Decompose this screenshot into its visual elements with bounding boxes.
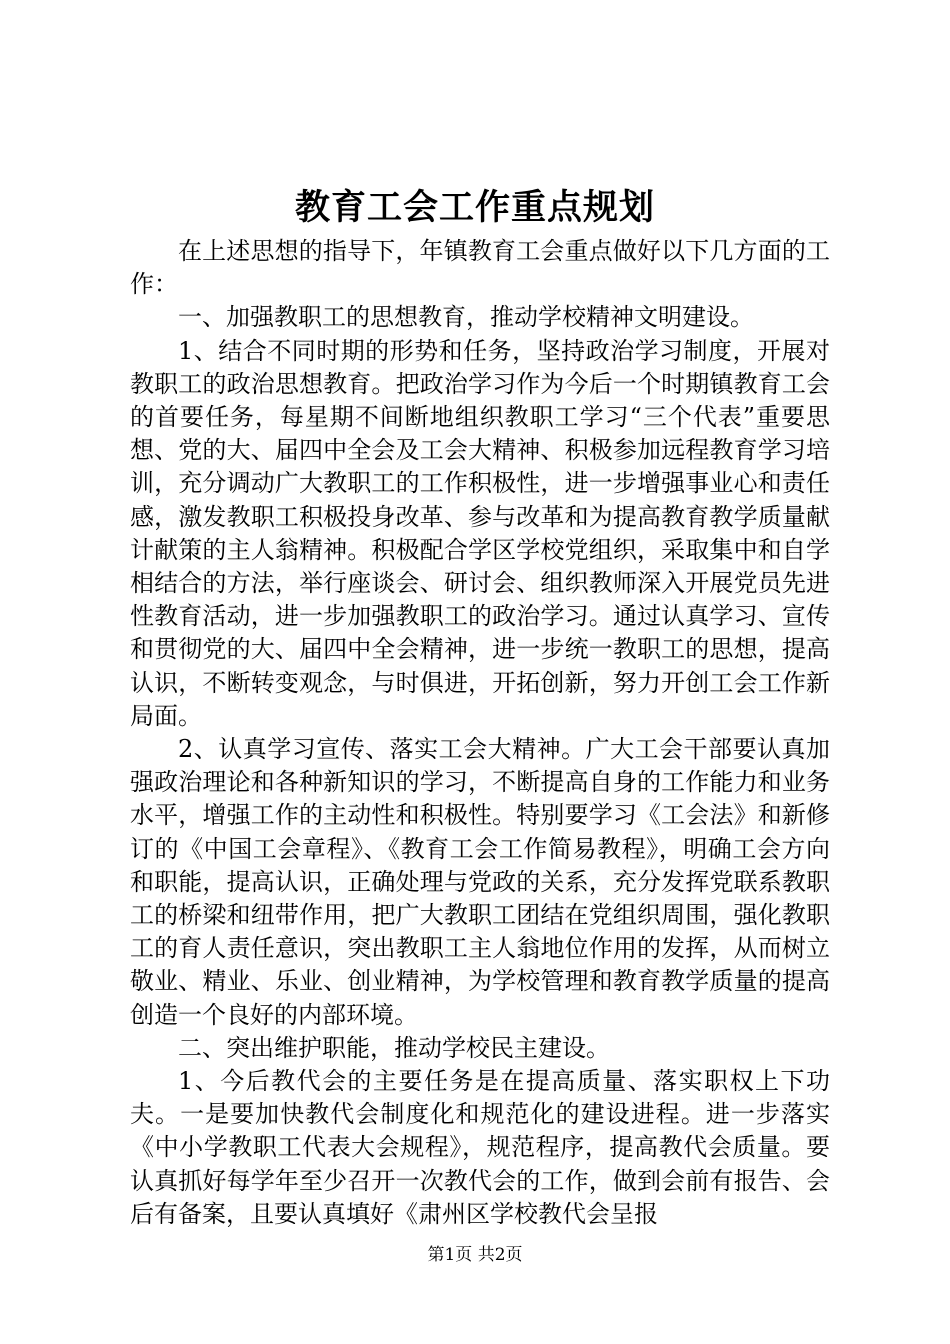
document-title: 教育工会工作重点规划 bbox=[294, 187, 655, 228]
paragraph-1-2: 2、认真学习宣传、落实工会大精神。广大工会干部要认真加强政治理论和各种新知识的学习，不断提高自身的工作能力和业务水平，增强工作的主动性和积极性。特别要学习《工会法》和新修订的《中国工会章程》、《教育工会工作简易教程》，明确工会方向和职能，提高认识，正确处理与党政的关系，充分发挥党联系教职工的桥梁和纽带作用，把广大教职工团结在党组织周围，强化教职工的育人责任意识，突出教职工主人翁地位作用的发挥，从而树立敬业、精业、乐业、创业精神，为学校管理和教育教学质量的提高创造一个良好的内部环境。 bbox=[130, 735, 830, 1029]
page-number-footer: 第1页 共2页 bbox=[427, 1245, 523, 1265]
section-heading-1: 一、加强教职工的思想教育，推动学校精神文明建设。 bbox=[178, 303, 754, 332]
paragraph-1-1: 1、结合不同时期的形势和任务，坚持政治学习制度，开展对教职工的政治思想教育。把政治学习作为今后一个时期镇教育工会的首要任务，每星期不间断地组织教职工学习“三个代表”重要思想、党的大、届四中全会及工会大精神、积极参加远程教育学习培训，充分调动广大教职工的工作积极性，进一步增强事业心和责任感，激发教职工积极投身改革、参与改革和为提高教育教学质量献计献策的主人翁精神。积极配合学区学校党组织，采取集中和自学相结合的方法，举行座谈会、研讨会、组织教师深入开展党员先进性教育活动，进一步加强教职工的政治学习。通过认真学习、宣传和贯彻党的大、届四中全会精神，进一步统一教职工的思想，提高认识，不断转变观念，与时俱进，开拓创新，努力开创工会工作新局面。 bbox=[130, 336, 830, 730]
document-body bbox=[130, 235, 830, 1231]
paragraph-intro: 在上述思想的指导下，年镇教育工会重点做好以下几方面的工作： bbox=[130, 237, 830, 299]
section-heading-2: 二、突出维护职能，推动学校民主建设。 bbox=[178, 1033, 610, 1062]
paragraph-2-1: 1、今后教代会的主要任务是在提高质量、落实职权上下功夫。一是要加快教代会制度化和规范化的建设进程。进一步落实《中小学教职工代表大会规程》，规范程序，提高教代会质量。要认真抓好每学年至少召开一次教代会的工作，做到会前有报告、会后有备案，且要认真填好《肃州区学校教代会呈报 bbox=[130, 1067, 830, 1228]
